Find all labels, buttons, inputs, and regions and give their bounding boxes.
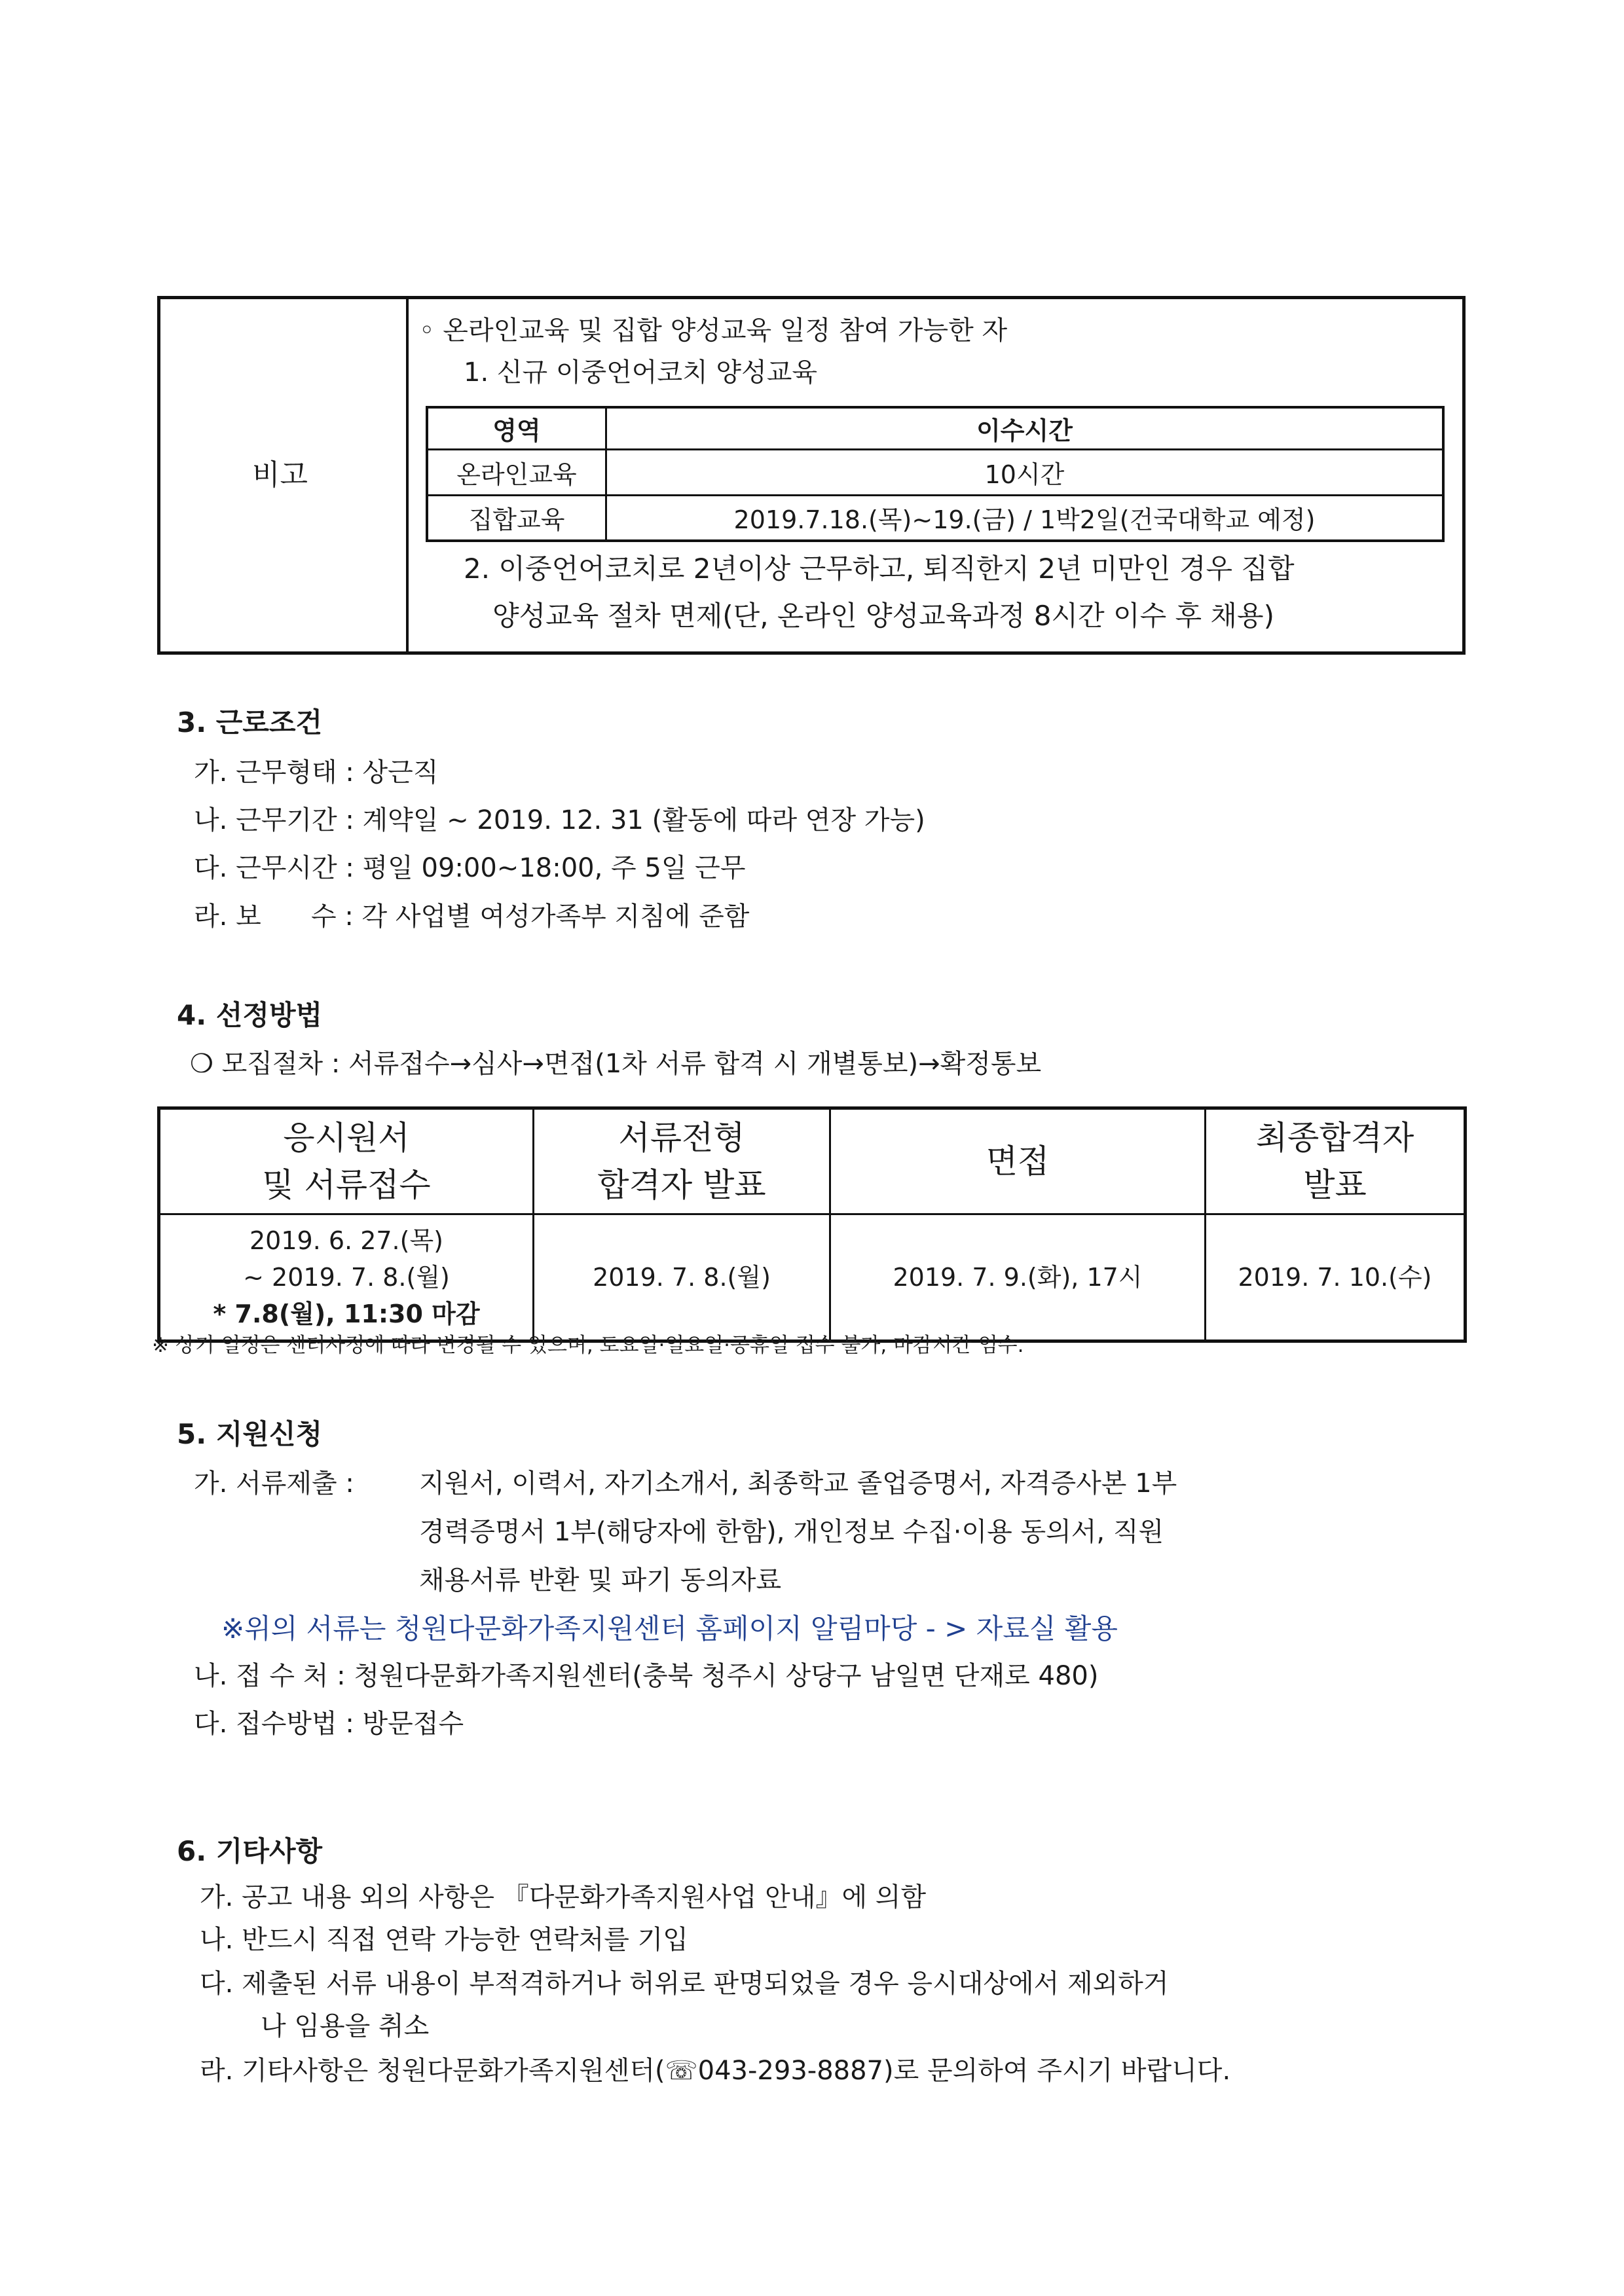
section-3-item: 가. 근무형태 : 상근직 [194,757,439,788]
training-cell: 집합교육 [427,495,606,541]
section-6-item: 라. 기타사항은 청원다문화가족지원센터(☏043-293-8887)로 문의하여 주시기 바랍니다. [200,2056,1231,2086]
section-3-item: 다. 근무시간 : 평일 09:00~18:00, 주 5일 근무 [194,853,746,883]
section-3-item: 나. 근무기간 : 계약일 ~ 2019. 12. 31 (활동에 따라 연장 가능) [194,805,925,835]
section-6-item: 나. 반드시 직접 연락 가능한 연락처를 기입 [200,1925,688,1955]
training-table [426,406,1445,542]
documents-label: 가. 서류제출 : [194,1468,354,1499]
section-6-item-cont: 나 임용을 취소 [261,2011,430,2041]
submission-place: 나. 접 수 처 : 청원다문화가족지원센터(충북 청주시 상당구 남일면 단재로 480) [194,1661,1099,1691]
schedule-document-result-date: 2019. 7. 8.(월) [534,1214,830,1341]
training-cell: 10시간 [606,449,1444,495]
schedule-header-document-result: 서류전형 합격자 발표 [534,1108,830,1214]
remarks-line-3: 2. 이중언어코치로 2년이상 근무하고, 퇴직한지 2년 미만인 경우 집합 [464,553,1295,585]
section-3-title: 3. 근로조건 [177,706,323,738]
documents-line: 지원서, 이력서, 자기소개서, 최종학교 졸업증명서, 자격증사본 1부 [419,1468,1177,1499]
remarks-line-1: ◦ 온라인교육 및 집합 양성교육 일정 참여 가능한 자 [419,316,1008,346]
documents-line: 채용서류 반환 및 파기 동의자료 [419,1565,782,1595]
remarks-label: 비고 [252,458,308,492]
documents-notice: ※위의 서류는 청원다문화가족지원센터 홈페이지 알림마당 - > 자료실 활용 [221,1613,1118,1645]
section-5-title: 5. 지원신청 [177,1418,323,1450]
section-6-title: 6. 기타사항 [177,1835,323,1867]
remarks-line-2: 1. 신규 이중언어코치 양성교육 [464,357,817,388]
schedule-header-interview: 면접 [830,1108,1206,1214]
schedule-table [157,1106,1467,1343]
schedule-interview-date: 2019. 7. 9.(화), 17시 [830,1214,1206,1341]
section-4-title: 4. 선정방법 [177,999,323,1031]
section-3-item: 라. 보 수 : 각 사업별 여성가족부 지침에 준함 [194,902,750,932]
schedule-final-date: 2019. 7. 10.(수) [1206,1214,1466,1341]
schedule-note: ※ 상기 일정은 센터사정에 따라 변경될 수 있으며, 토요일·일요일·공휴일 접수 불가, 마감시간 엄수. [152,1334,1024,1357]
remarks-line-4: 양성교육 절차 면제(단, 온라인 양성교육과정 8시간 이수 후 채용) [492,600,1274,632]
documents-line: 경력증명서 1부(해당자에 한함), 개인정보 수집·이용 동의서, 직원 [419,1517,1164,1547]
submission-method: 다. 접수방법 : 방문접수 [194,1709,464,1739]
training-cell: 2019.7.18.(목)~19.(금) / 1박2일(건국대학교 예정) [606,495,1444,541]
schedule-header-final: 최종합격자 발표 [1206,1108,1466,1214]
training-header-hours: 이수시간 [606,407,1444,449]
remarks-divider [406,296,409,655]
selection-procedure: ❍ 모집절차 : 서류접수→심사→면접(1차 서류 합격 시 개별통보)→확정통보 [190,1049,1042,1079]
section-6-item: 다. 제출된 서류 내용이 부적격하거나 허위로 판명되었을 경우 응시대상에서 제외하거 [200,1969,1169,1999]
training-cell: 온라인교육 [427,449,606,495]
training-header-area: 영역 [427,407,606,449]
schedule-application-dates: 2019. 6. 27.(목) ~ 2019. 7. 8.(월) * 7.8(월), 11:30 마감 [159,1214,534,1341]
section-6-item: 가. 공고 내용 외의 사항은 『다문화가족지원사업 안내』에 의함 [200,1882,927,1912]
schedule-header-application: 응시원서 및 서류접수 [159,1108,534,1214]
